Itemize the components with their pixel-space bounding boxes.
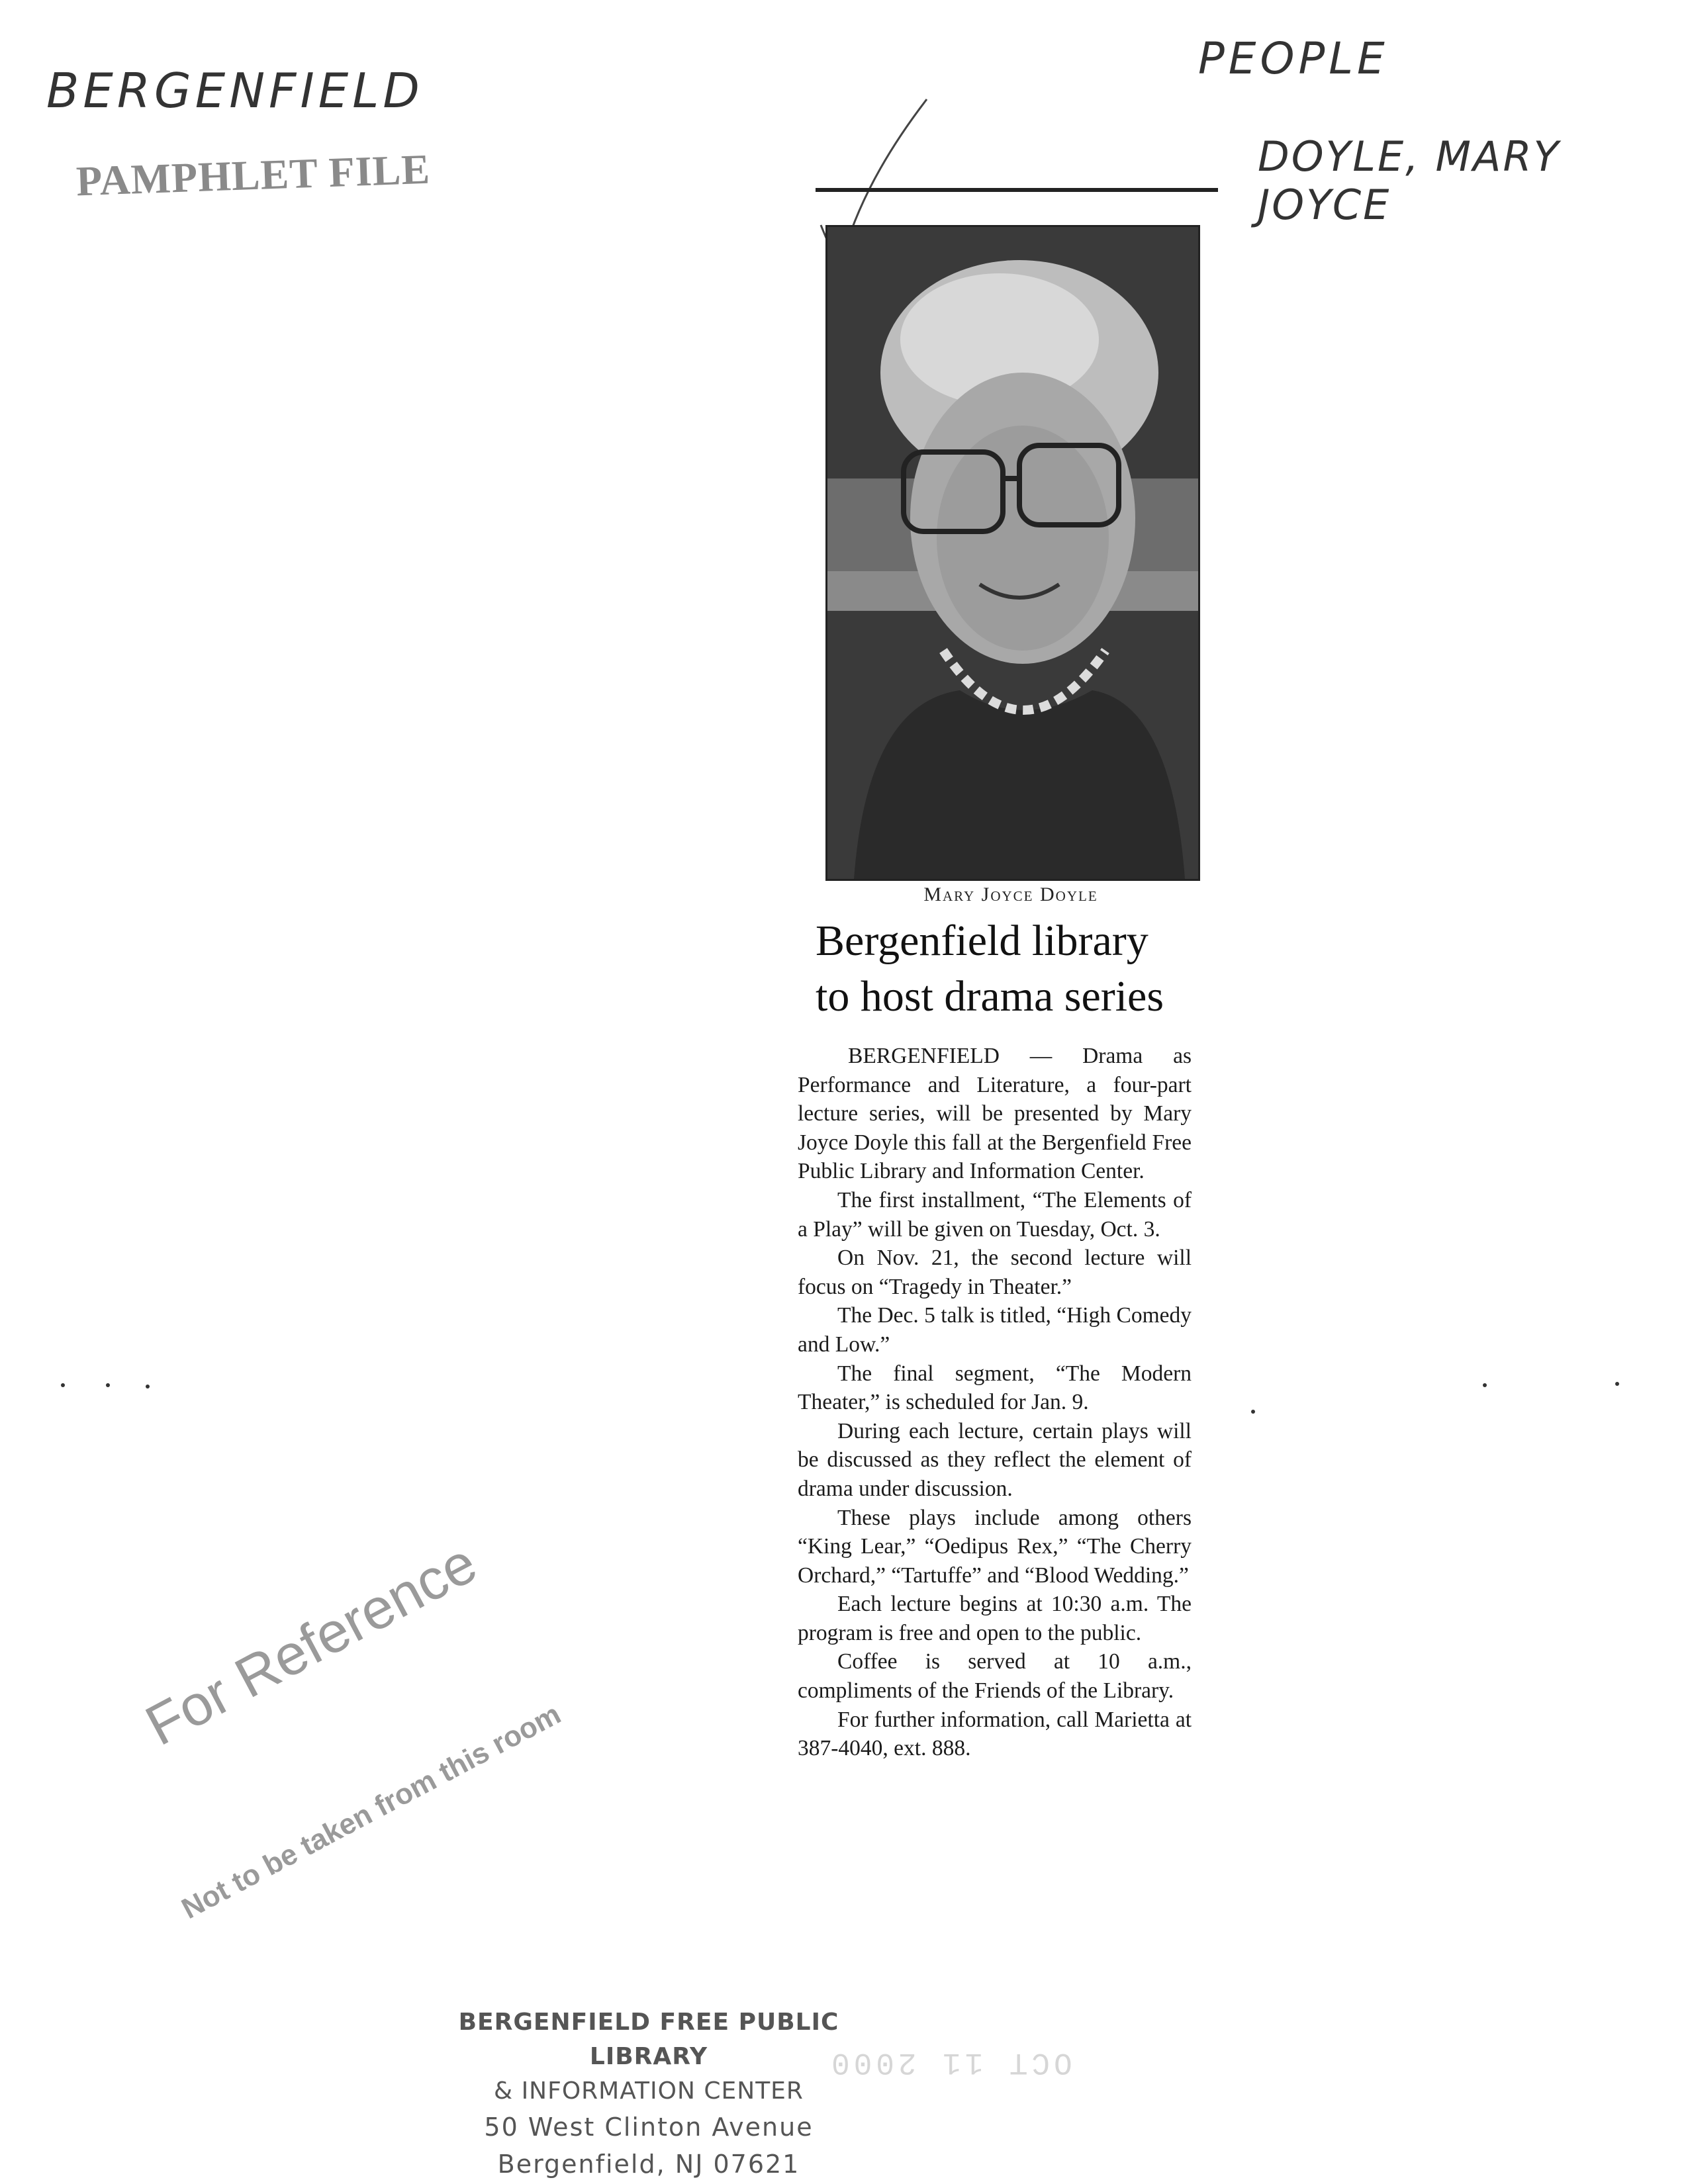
pamphlet-file-stamp: PAMPHLET FILE (75, 145, 432, 205)
article-paragraph: On Nov. 21, the second lecture will focus on “Tragedy in Theater.” (798, 1246, 1192, 1299)
article-paragraph: The Dec. 5 talk is titled, “High Comedy and Low.” (798, 1303, 1192, 1357)
article-body (798, 1042, 1192, 1763)
handwritten-name-note: DOYLE, MARY JOYCE (1258, 132, 1561, 229)
handwritten-town-note: BERGENFIELD (46, 63, 424, 118)
scan-speck (146, 1385, 150, 1388)
not-to-be-taken-text: Not to be taken from this room (176, 1698, 567, 1926)
scan-speck (1615, 1382, 1619, 1386)
library-center: & INFORMATION CENTER (494, 2077, 804, 2105)
not-to-be-taken-stamp (177, 1698, 567, 1926)
article-paragraph: BERGENFIELD — Drama as Performance and Literature, a four-part lecture series, will be presented by Mary Joyce Doyle this fall at the Bergenfield Free Public Library and Information Center. (798, 1044, 1192, 1184)
article-paragraph: These plays include among others “King Lear,” “Oedipus Rex,” “The Cherry Orchard,” “Tartuffe” and “Blood Wedding.” (798, 1505, 1192, 1588)
for-reference-title: For Reference (135, 1531, 487, 1758)
scan-speck (106, 1383, 110, 1387)
handwritten-category-note: PEOPLE (1198, 33, 1389, 84)
article-headline (816, 913, 1226, 1024)
library-address-stamp (437, 2005, 861, 2183)
article-paragraph: For further information, call Marietta at 387-4040, ext. 888. (798, 1707, 1192, 1761)
scan-speck (1483, 1383, 1487, 1387)
article-paragraph: Coffee is served at 10 a.m., compliments of the Friends of the Library. (798, 1649, 1192, 1704)
scan-speck (61, 1383, 65, 1387)
library-street: 50 West Clinton Avenue (484, 2113, 814, 2142)
library-name: BERGENFIELD FREE PUBLIC LIBRARY (458, 2009, 839, 2070)
article-paragraph: The final segment, “The Modern Theater,” is scheduled for Jan. 9. (798, 1361, 1192, 1415)
article-paragraph: Each lecture begins at 10:30 a.m. The program is free and open to the public. (798, 1592, 1192, 1645)
headline-line-2: to host drama series (816, 972, 1164, 1021)
date-received-stamp: OCT 11 2000 (827, 2045, 1072, 2079)
article-paragraph: During each lecture, certain plays will be discussed as they reflect the element of drama under discussion. (798, 1418, 1192, 1501)
clipping-top-rule (816, 188, 1218, 192)
article-paragraph: The first installment, “The Elements of a Play” will be given on Tuesday, Oct. 3. (798, 1187, 1192, 1242)
for-reference-stamp (136, 1531, 487, 1758)
headline-line-1: Bergenfield library (816, 917, 1149, 965)
library-city: Bergenfield, NJ 07621 (497, 2150, 800, 2179)
portrait-photo (825, 225, 1200, 881)
portrait-image (827, 227, 1198, 879)
scan-speck (1251, 1410, 1255, 1414)
photo-caption: Mary Joyce Doyle (923, 884, 1098, 905)
